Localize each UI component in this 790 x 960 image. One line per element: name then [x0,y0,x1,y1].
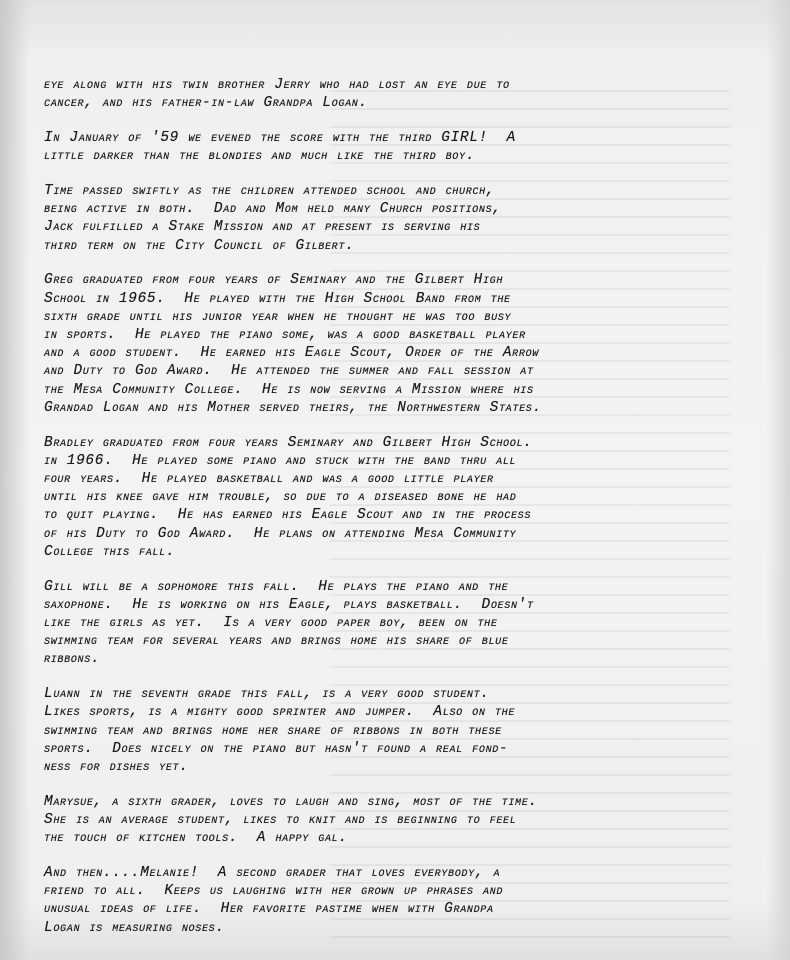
text-line: Marysue, a sixth grader, loves to laugh and sing, most of the time. [44,793,538,810]
text-line: cancer, and his father-in-law Grandpa Logan. [44,95,368,112]
text-line: College this fall. [44,543,176,560]
text-line: being active in both. Dad and Mom held many Church positions, [44,201,502,218]
text-line: Likes sports, is a mighty good sprinter and jumper. Also on the [44,704,516,721]
page-text [44,76,774,953]
text-line: ribbons. [44,651,101,668]
text-line: of his Duty to God Award. He plans on attending Mesa Community [44,525,517,542]
text-line: in sports. He played the piano some, was a good basketball player [44,327,526,344]
text-line: saxophone. He is working on his Eagle, plays basketball. Doesn't [44,596,534,613]
text-line: Grandad Logan and his Mother served theirs, the Northwestern States. [44,399,542,416]
text-line: Greg graduated from four years of Seminary and the Gilbert High [44,272,504,289]
text-line: the Mesa Community College. He is now serving a Mission where his [44,381,534,398]
text-line: Logan is measuring noses. [44,919,225,936]
paragraph-melanie [44,864,774,937]
text-line: ness for dishes yet. [44,759,189,776]
text-line: And then....Melanie! A second grader that loves everybody, a [44,865,501,882]
paragraph-eye-jerry [44,76,774,112]
text-line: In January of '59 we evened the score with the third GIRL! A [44,130,516,146]
text-line: Time passed swiftly as the children attended school and church, [44,183,496,199]
text-line: swimming team and brings home her share of ribbons in both these [44,722,502,739]
text-line: sixth grade until his junior year when he thought he was too busy [44,308,512,325]
text-line: School in 1965. He played with the High School Band from the [44,290,511,307]
text-line: the touch of kitchen tools. A happy gal. [44,830,348,847]
text-line: four years. He played basketball and was a good little player [44,471,494,488]
text-line: third term on the City Council of Gilbert. [44,237,355,254]
paragraph-marysue [44,793,774,848]
text-line: to quit playing. He has earned his Eagle Scout and in the process [44,507,532,524]
text-line: She is an average student, likes to knit and is beginning to feel [44,812,517,829]
text-line: Jack fulfilled a Stake Mission and at present is serving his [44,219,481,236]
text-line: sports. Does nicely on the piano but hasn't found a real fond- [44,740,509,757]
paragraph-time-passed [44,182,774,255]
text-line: and a good student. He earned his Eagle Scout, Order of the Arrow [44,345,539,362]
paragraph-luann [44,685,774,776]
text-line: little darker than the blondies and much like the third boy. [44,148,476,165]
text-line: Gill will be a sophomore this fall. He plays the piano and the [44,578,509,595]
paragraph-gill [44,578,774,669]
paragraph-bradley [44,434,774,561]
text-line: unusual ideas of life. Her favorite pastime when with Grandpa [44,901,494,918]
text-line: like the girls as yet. Is a very good paper boy, been on the [44,615,498,632]
text-line: Bradley graduated from four years Seminary and Gilbert High School. [44,434,533,451]
text-line: eye along with his twin brother Jerry who had lost an eye due to [44,77,510,93]
text-line: friend to all. Keeps us laughing with her grown up phrases and [44,883,504,900]
text-line: Luann in the seventh grade this fall, is a very good student. [44,686,490,703]
text-line: until his knee gave him trouble, so due to a diseased bone he had [44,489,517,506]
text-line: in 1966. He played some piano and stuck with the band thru all [44,452,517,469]
text-line: swimming team for several years and brings home his share of blue [44,633,509,650]
paragraph-third-girl [44,129,774,165]
paragraph-greg [44,271,774,417]
text-line: and Duty to God Award. He attended the summer and fall session at [44,363,534,380]
